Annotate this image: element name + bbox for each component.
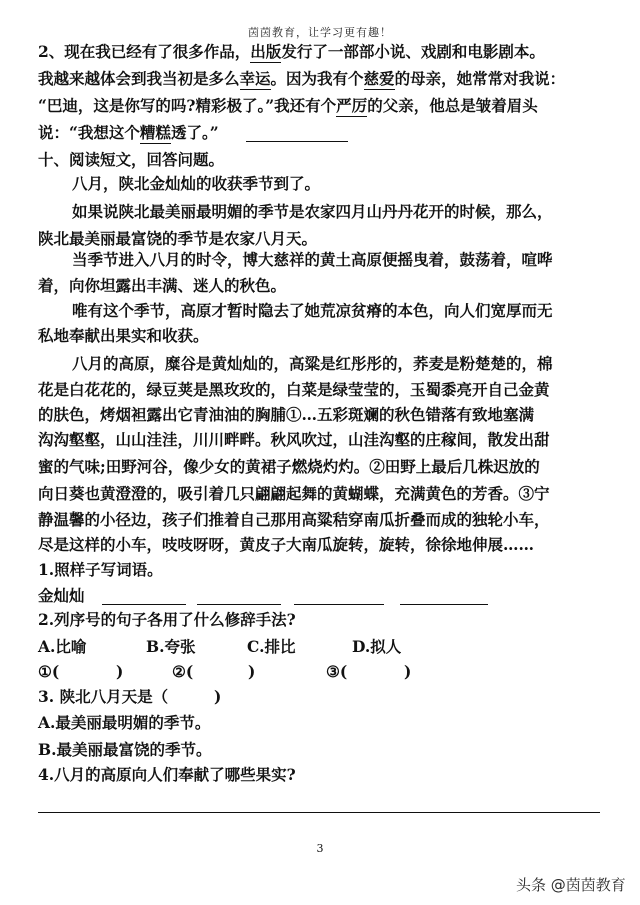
- passage-line: 尽是这样的小车，吱吱呀呀，黄皮子大南瓜旋转，旋转，徐徐地伸展……: [38, 535, 535, 554]
- question-4-title: 4.八月的高原向人们奉献了哪些果实?: [38, 765, 296, 784]
- q2-line-4: [38, 123, 219, 143]
- underlined-word: 出版: [250, 42, 282, 61]
- q2-line-2: [38, 69, 565, 89]
- answer-blank[interactable]: [246, 141, 348, 142]
- question-1-title: 1.照样子写词语。: [38, 560, 163, 579]
- underlined-word: 严厉: [336, 96, 368, 115]
- page-number: 3: [316, 842, 324, 855]
- q3-option-a: A.最美丽最明媚的季节。: [38, 713, 211, 732]
- option-b: B.夸张: [146, 637, 196, 656]
- option-c: C.排比: [247, 637, 296, 656]
- passage-line: 的肤色，烤烟袒露出它青油油的胸脯①…五彩斑斓的秋色错落有致地塞满: [38, 405, 535, 424]
- option-d: D.拟人: [352, 637, 402, 656]
- underlined-word: 糟糕: [139, 123, 171, 142]
- word-blank[interactable]: [102, 604, 186, 605]
- q3-option-b: B.最美丽最富饶的季节。: [38, 740, 212, 759]
- text: 透了。”: [170, 123, 219, 142]
- passage-line: 花是白花花的，绿豆荚是黑玫玫的，白菜是绿莹莹的，玉蜀黍亮开自己金黄: [38, 380, 550, 399]
- example-word: 金灿灿: [38, 586, 85, 605]
- passage-line: 沟沟壑壑，山山洼洼，川川畔畔。秋风吹过，山洼沟壑的庄稼间，散发出甜: [38, 430, 550, 449]
- passage-line: 如果说陕北最美丽最明媚的季节是农家四月山丹丹花开的时候，那么，: [72, 202, 553, 221]
- passage-line: 私地奉献出果实和收获。: [38, 326, 209, 345]
- word-blank[interactable]: [294, 604, 384, 605]
- question-3-close: ): [214, 687, 222, 706]
- q2-line-3: [38, 96, 538, 116]
- answer-slot-1-open[interactable]: ①(: [38, 662, 60, 681]
- passage-line: 八月，陕北金灿灿的收获季节到了。: [72, 174, 321, 193]
- word-blank[interactable]: [197, 604, 281, 605]
- text: 我越来越体会到我当初是多么: [38, 69, 240, 88]
- answer-slot-2-close: ): [248, 662, 256, 681]
- section-title: 十、阅读短文，回答问题。: [38, 150, 225, 169]
- question-3-title: 3. 陕北八月天是（: [38, 687, 169, 706]
- text: 。因为我有个: [270, 69, 364, 88]
- answer-line[interactable]: [38, 812, 600, 813]
- q2-line-1: [38, 42, 545, 62]
- passage-line: 唯有这个季节，高原才暂时隐去了她荒凉贫瘠的本色，向人们宽厚而无: [72, 301, 553, 320]
- passage-line: 蜜的气味;田野河谷，像少女的黄裙子燃烧灼灼。②田野上最后几株迟放的: [38, 457, 540, 476]
- underlined-word: 慈爱: [363, 69, 395, 88]
- text: 的母亲，她常常对我说：: [394, 69, 566, 88]
- answer-slot-1-close: ): [116, 662, 124, 681]
- passage-line: 着，向你坦露出丰满、迷人的秋色。: [38, 276, 287, 295]
- text: 发行了一部部小说、戏剧和电影剧本。: [281, 42, 545, 61]
- answer-slot-3-open[interactable]: ③(: [326, 662, 348, 681]
- passage-line: 向日葵也黄澄澄的，吸引着几只翩翩起舞的黄蝴蝶，充满黄色的芳香。③宁: [38, 484, 550, 503]
- passage-line: 陕北最美丽最富饶的季节是农家八月天。: [38, 229, 318, 248]
- answer-slot-2-open[interactable]: ②(: [172, 662, 194, 681]
- word-blank[interactable]: [400, 604, 488, 605]
- passage-line: 当季节进入八月的时令，博大慈祥的黄土高原便摇曳着，鼓荡着，喧哗: [72, 250, 553, 269]
- text: 2、现在我已经有了很多作品，: [38, 42, 251, 61]
- question-2-title: 2.列序号的句子各用了什么修辞手法?: [38, 610, 296, 629]
- text: 说：“我想这个: [38, 123, 140, 142]
- page-header: 茵茵教育，让学习更有趣！: [248, 26, 392, 39]
- text: 的父亲，他总是皱着眉头: [367, 96, 538, 115]
- answer-slot-3-close: ): [404, 662, 412, 681]
- underlined-word: 幸运: [239, 69, 271, 88]
- passage-line: 八月的高原，糜谷是黄灿灿的，高粱是红彤彤的，荞麦是粉楚楚的，棉: [72, 354, 553, 373]
- passage-line: 静温馨的小径边，孩子们推着自己那用高粱秸穿南瓜折叠而成的独轮小车，: [38, 510, 550, 529]
- text: “巴迪，这是你写的吗?精彩极了。”我还有个: [38, 96, 337, 115]
- option-a: A.比喻: [38, 637, 87, 656]
- watermark: 头条 @茵茵教育: [516, 876, 626, 894]
